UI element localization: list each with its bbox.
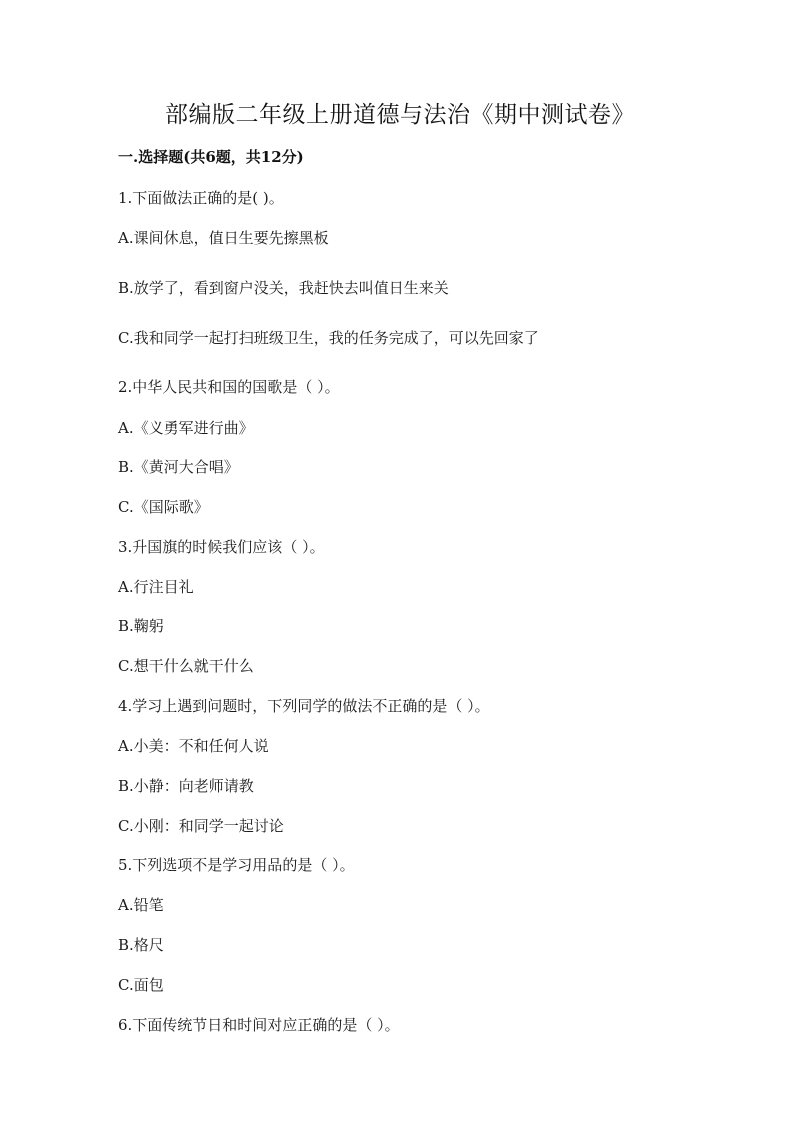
question-stem: 3.升国旗的时候我们应该（ ）。 (118, 538, 325, 556)
question-option: A.《义勇军进行曲》 (118, 419, 254, 437)
question-option: B.放学了，看到窗户没关，我赶快去叫值日生来关 (118, 279, 449, 297)
question-option: C.小刚：和同学一起讨论 (118, 817, 284, 835)
question-option: B.小静：向老师请教 (118, 777, 254, 795)
question-option: C.想干什么就干什么 (118, 657, 254, 675)
question-stem: 4.学习上遇到问题时，下列同学的做法不正确的是（ ）。 (118, 697, 490, 715)
question-option: A.小美：不和任何人说 (118, 737, 269, 755)
question-stem: 2.中华人民共和国的国歌是（ ）。 (118, 378, 340, 396)
question-stem: 1.下面做法正确的是( )。 (118, 189, 284, 207)
question-option: C.《国际歌》 (118, 498, 209, 516)
question-option: B.《黄河大合唱》 (118, 458, 239, 476)
question-option: A.铅笔 (118, 896, 164, 914)
question-stem: 5.下列选项不是学习用品的是（ ）。 (118, 856, 355, 874)
page-title: 部编版二年级上册道德与法治《期中测试卷》 (165, 102, 635, 128)
question-option: C.面包 (118, 976, 164, 994)
section-heading: 一.选择题(共6题，共12分) (118, 148, 304, 166)
question-option: A.课间休息，值日生要先擦黑板 (118, 229, 329, 247)
question-stem: 6.下面传统节日和时间对应正确的是（ ）。 (118, 1016, 400, 1034)
question-option: B.格尺 (118, 936, 164, 954)
question-option: B.鞠躬 (118, 617, 164, 635)
question-option: A.行注目礼 (118, 578, 194, 596)
question-option: C.我和同学一起打扫班级卫生，我的任务完成了，可以先回家了 (118, 329, 539, 347)
